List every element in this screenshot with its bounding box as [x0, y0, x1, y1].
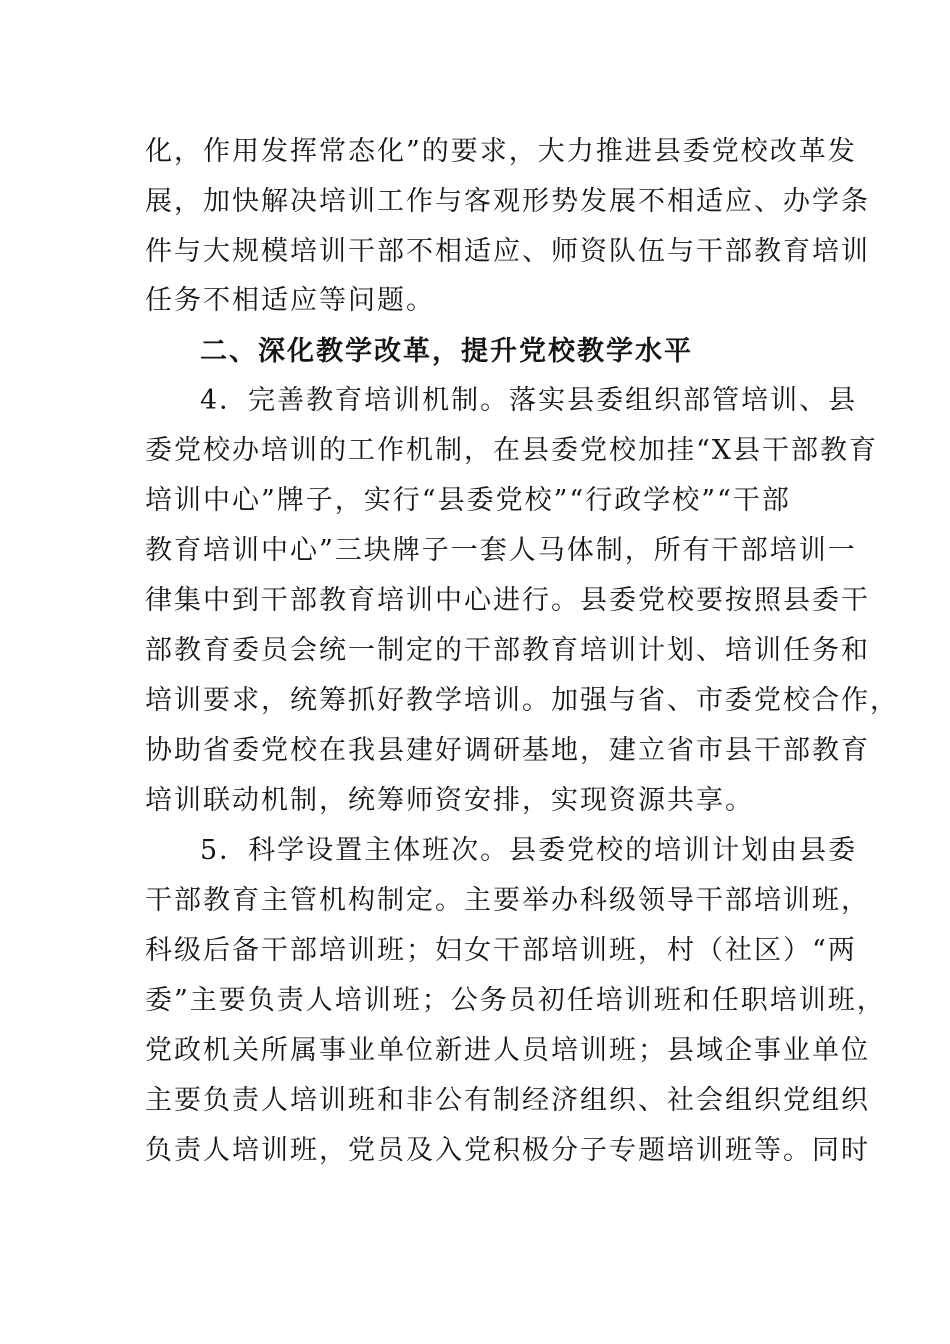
paragraph-first-line: 5．科学设置主体班次。县委党校的培训计划由县委: [200, 835, 858, 866]
text-line: 任务不相适应等问题。: [145, 285, 435, 316]
text-line: 培训要求，统筹抓好教学培训。加强与省、市委党校合作，: [145, 685, 899, 716]
text-line: 教育培训中心”三块牌子一套人马体制，所有干部培训一: [145, 535, 857, 566]
text-line: 律集中到干部教育培训中心进行。县委党校要按照县委干: [145, 585, 870, 616]
text-line: 委党校办培训的工作机制，在县委党校加挂“X县干部教育: [145, 435, 879, 466]
text-line: 主要负责人培训班和非公有制经济组织、社会组织党组织: [145, 1085, 870, 1116]
text-line: 干部教育主管机构制定。主要举办科级领导干部培训班，: [145, 885, 870, 916]
text-line: 党政机关所属事业单位新进人员培训班；县域企事业单位: [145, 1035, 870, 1066]
text-line: 培训联动机制，统筹师资安排，实现资源共享。: [145, 785, 754, 816]
text-line: 协助省委党校在我县建好调研基地，建立省市县干部教育: [145, 735, 870, 766]
text-line: 科级后备干部培训班；妇女干部培训班，村（社区）“两: [145, 935, 857, 966]
text-line: 负责人培训班，党员及入党积极分子专题培训班等。同时: [145, 1135, 870, 1166]
text-line: 展，加快解决培训工作与客观形势发展不相适应、办学条: [145, 186, 870, 217]
text-line: 委”主要负责人培训班；公务员初任培训班和任职培训班，: [145, 985, 886, 1016]
text-line: 化，作用发挥常态化”的要求，大力推进县委党校改革发: [145, 136, 857, 167]
text-line: 培训中心”牌子，实行“县委党校”“行政学校”“干部: [145, 485, 791, 516]
paragraph-first-line: 4．完善教育培训机制。落实县委组织部管培训、县: [200, 385, 858, 416]
section-heading: 二、深化教学改革，提升党校教学水平: [200, 336, 693, 367]
text-line: 部教育委员会统一制定的干部教育培训计划、培训任务和: [145, 635, 870, 666]
text-line: 件与大规模培训干部不相适应、师资队伍与干部教育培训: [145, 236, 870, 267]
